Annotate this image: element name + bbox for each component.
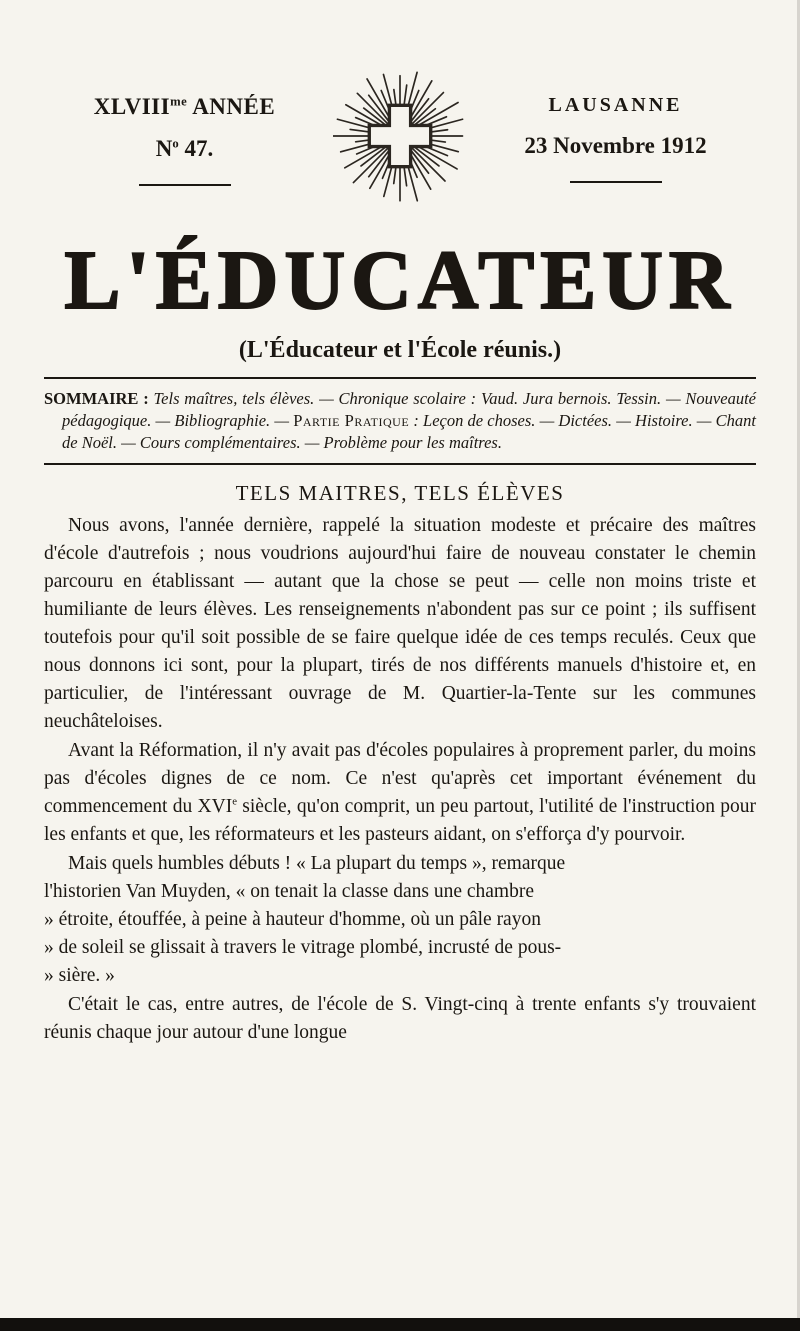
paragraph-4: C'était le cas, entre autres, de l'école de S. Vingt-cinq à trente enfants s'y trouvaient réunis chaque jour autour d'une longue [44, 994, 756, 1044]
annee-line [44, 94, 325, 120]
paragraph-2-ordinal: e [232, 795, 237, 808]
quote-line-5: » sière. » [44, 965, 115, 987]
article [44, 481, 756, 1047]
article-heading: TELS MAITRES, TELS ÉLÈVES [235, 481, 565, 506]
quote-line-1: Mais quels humbles débuts ! « La plupart du temps », remarque [68, 853, 566, 875]
left-rule [139, 184, 231, 186]
sommaire-items-1: Tels maîtres, tels élèves. — Chronique scolaire : Vaud. Jura bernois. Tessin. — Nouveauté pédagogique. — Bibliographie. — [62, 389, 756, 430]
journal-title: L'ÉDUCATEUR [64, 234, 736, 327]
sommaire [44, 388, 756, 453]
masthead [44, 62, 756, 215]
sommaire-partie-pratique: Partie Pratique [293, 410, 410, 430]
rule-below-sommaire [44, 463, 756, 465]
sommaire-items-2: : Leçon de choses. — Dictées. — Histoire. — Chant de Noël. — Cours complémentaires. — Problème pour les maîtres. [62, 410, 756, 452]
quote-line-2: l'historien Van Muyden, « on tenait la classe dans une chambre [44, 881, 534, 903]
scan-edge-bottom [0, 1318, 800, 1331]
journal-subtitle: (L'Éducateur et l'École réunis.) [238, 337, 562, 364]
issue-date: 23 Novembre 1912 [524, 133, 707, 158]
place-name: LAUSANNE [548, 94, 683, 116]
rule-above-sommaire [44, 377, 756, 379]
issue-num: 47. [178, 136, 214, 161]
annee-roman: XLVIII [93, 94, 171, 119]
right-rule [570, 181, 662, 183]
paragraph-3 [44, 850, 756, 990]
annee-word: ANNÉE [187, 94, 276, 119]
quote-line-4: » de soleil se glissait à travers le vitrage plombé, incrusté de pous- [44, 937, 562, 959]
paragraph-2-end: siècle, qu'on comprit, un peu partout, l'utilité de l'instruction pour les enfants et que, les réformateurs et les pasteurs aidant, on s'efforça d'y pourvoir. [44, 796, 756, 846]
swiss-cross-sunburst-icon [333, 62, 467, 210]
emblem [325, 62, 475, 215]
paragraph-1: Nous avons, l'année dernière, rappelé la situation modeste et précaire des maîtres d'école d'autrefois ; nous voudrions aujourd'hui faire de nouveau constater le chemin parcouru en établissant — autant que la chose se peut — celle non moins triste et humiliante de leurs élèves. Les renseignements n'abondent pas sur ce point ; ils suffisent toutefois pour qu'il soit possible de se faire quelque idée de ces temps reculés. Ceux que nous donnons ici sont, pour la plupart, tirés de nos différents manuels d'histoire et, en particulier, de l'intéressant ouvrage de M. Quartier-la-Tente sur les communes neuchâteloises. [44, 515, 756, 733]
masthead-left [44, 62, 325, 186]
paragraph-2-start: Avant la Réformation, il n'y avait pas d'écoles populaires à proprement parler, du moins pas d'écoles dignes de ce nom. Ce n'est qu'après cet important événement du commencement du XVI [44, 740, 756, 818]
issue-n: N [155, 136, 173, 161]
annee-sup: me [170, 94, 188, 109]
issue-number [44, 136, 325, 162]
masthead-right [475, 62, 756, 183]
sommaire-label: SOMMAIRE : [44, 389, 154, 409]
issue-sup: o [172, 136, 179, 151]
quote-line-3: » étroite, étouffée, à peine à hauteur d'homme, où un pâle rayon [44, 909, 541, 931]
paragraph-2 [44, 737, 756, 849]
